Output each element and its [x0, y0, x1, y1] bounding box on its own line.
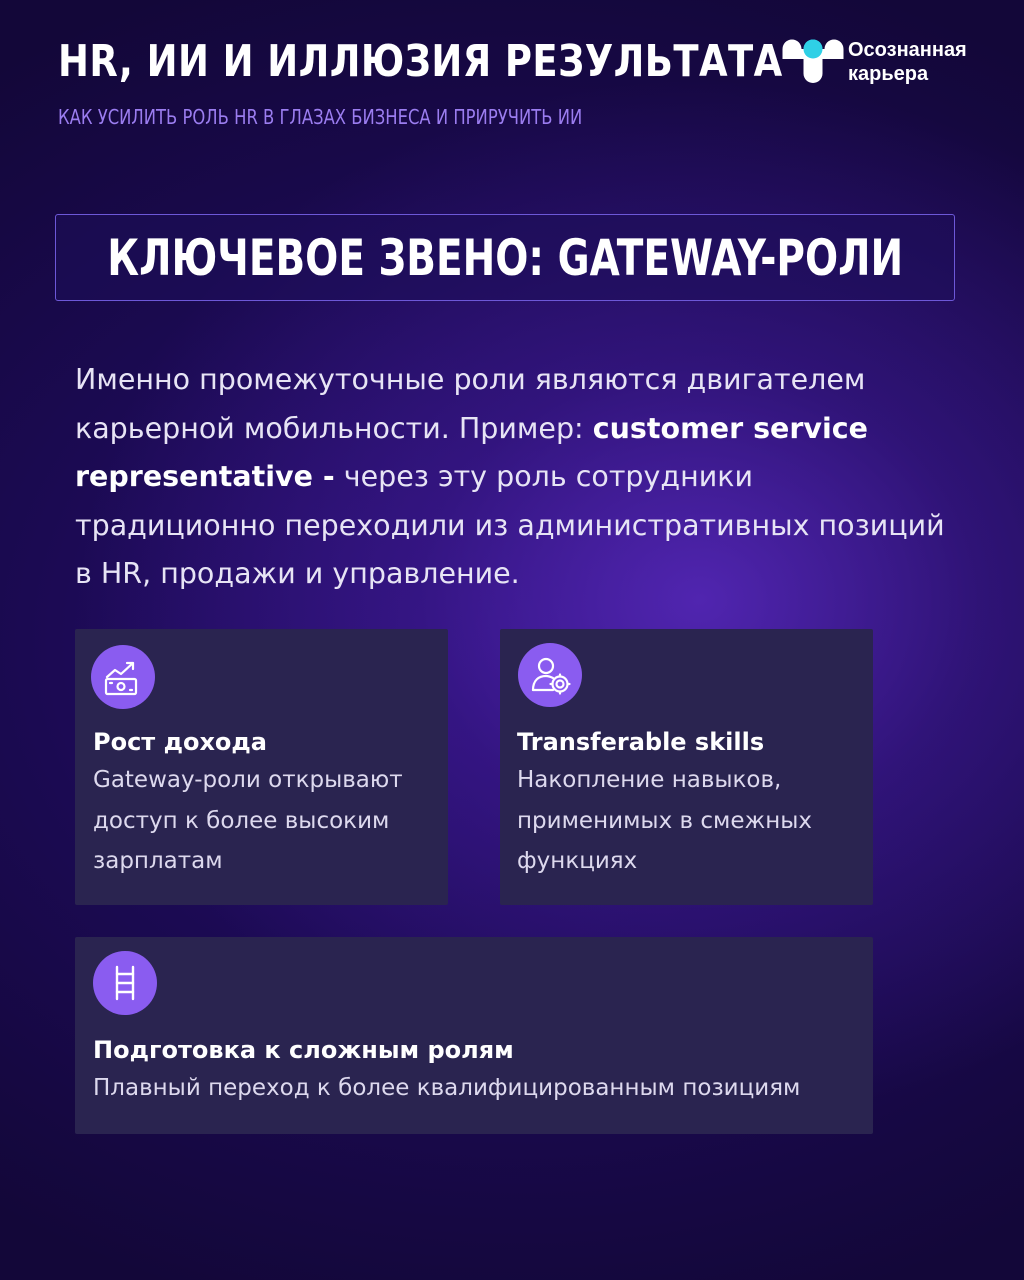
card-text: Плавный переход к более квалифицированным позициям: [93, 1075, 801, 1101]
intro-text-bold: customer service representative -: [75, 411, 868, 493]
section-banner: [55, 214, 955, 301]
brand-logo: [782, 38, 992, 88]
feature-card-preparation: [75, 937, 873, 1134]
page-title: HR, ИИ И ИЛЛЮЗИЯ РЕЗУЛЬТАТА: [58, 36, 783, 87]
feature-card-income: [75, 629, 448, 905]
user-gear-icon: [518, 643, 582, 707]
logo-text-line2: карьера: [848, 63, 929, 85]
card-text: Gateway-роли открывают доступ к более высоким зарплатам: [93, 767, 403, 874]
intro-text-end: через эту роль сотрудники традиционно переходили из административных позиций в HR, продажи и управление.: [75, 460, 945, 590]
logo-mark-icon: [782, 38, 844, 84]
feature-card-skills: [500, 629, 873, 905]
card-title: Transferable skills: [517, 728, 765, 756]
intro-paragraph: [75, 356, 955, 599]
card-title: Рост дохода: [93, 728, 267, 756]
page-subtitle: КАК УСИЛИТЬ РОЛЬ HR В ГЛАЗАХ БИЗНЕСА И ПРИРУЧИТЬ ИИ: [58, 105, 583, 129]
card-text: Накопление навыков, применимых в смежных функциях: [517, 767, 813, 874]
logo-text-line1: Осознанная: [848, 39, 967, 61]
ladder-icon: [93, 951, 157, 1015]
income-growth-icon: [91, 645, 155, 709]
banner-title: КЛЮЧЕВОЕ ЗВЕНО: GATEWAY-РОЛИ: [107, 228, 903, 287]
intro-text-start: Именно промежуточные роли являются двигателем карьерной мобильности. Пример:: [75, 363, 866, 445]
card-title: Подготовка к сложным ролям: [93, 1036, 514, 1064]
